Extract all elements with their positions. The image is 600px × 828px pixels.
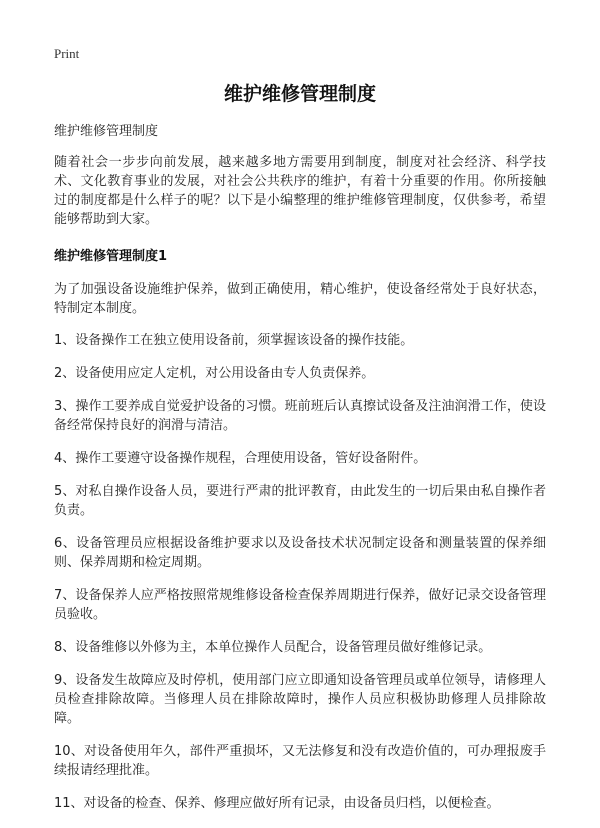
rule-item: 8、设备维修以外修为主，本单位操作人员配合，设备管理员做好维修记录。 bbox=[54, 640, 492, 655]
print-label: Print bbox=[54, 46, 80, 61]
intro-paragraph: 随着社会一步步向前发展，越来越多地方需要用到制度，制度对社会经济、科学技术、文化教育事业的发展，对社会公共秩序的维护，有着十分重要的作用。你所接触过的制度都是什么样子的呢？以下是小编整理的维护维修管理制度，仅供参考，希望能够帮助到大家。 bbox=[54, 155, 546, 227]
rule-item: 2、设备使用应定人定机，对公用设备由专人负责保养。 bbox=[54, 366, 375, 381]
section-lead-paragraph: 为了加强设备设施维护保养，做到正确使用，精心维护，使设备经常处于良好状态，特制定本制度。 bbox=[54, 282, 546, 316]
rule-item: 1、设备操作工在独立使用设备前，须掌握该设备的操作技能。 bbox=[54, 333, 414, 348]
rule-item: 5、对私自操作设备人员，要进行严肃的批评教育，由此发生的一切后果由私自操作者负责。 bbox=[54, 484, 546, 518]
rule-item: 10、对设备使用年久，部件严重损坏，又无法修复和没有改造价值的，可办理报废手续报请经理批准。 bbox=[54, 744, 546, 778]
rule-item: 11、对设备的检查、保养、修理应做好所有记录，由设备员归档，以便检查。 bbox=[54, 796, 500, 811]
rule-item: 3、操作工要养成自觉爱护设备的习惯。班前班后认真擦试设备及注油润滑工作，使设备经常保持良好的润滑与清洁。 bbox=[54, 399, 546, 433]
rule-item: 6、设备管理员应根据设备维护要求以及设备技术状况制定设备和测量装置的保养细则、保养周期和检定周期。 bbox=[54, 536, 546, 570]
document-title: 维护维修管理制度 bbox=[223, 83, 376, 105]
rule-item: 9、设备发生故障应及时停机，使用部门应立即通知设备管理员或单位领导，请修理人员检查排除故障。当修理人员在排除故障时，操作人员应积极协助修理人员排除故障。 bbox=[54, 673, 546, 726]
rule-item: 7、设备保养人应严格按照常规维修设备检查保养周期进行保养，做好记录交设备管理员验收。 bbox=[54, 588, 546, 622]
section-heading: 维护维修管理制度1 bbox=[54, 249, 168, 264]
document-subtitle: 维护维修管理制度 bbox=[54, 124, 159, 139]
rule-item: 4、操作工要遵守设备操作规程，合理使用设备，管好设备附件。 bbox=[54, 451, 427, 466]
document-body bbox=[54, 122, 546, 827]
